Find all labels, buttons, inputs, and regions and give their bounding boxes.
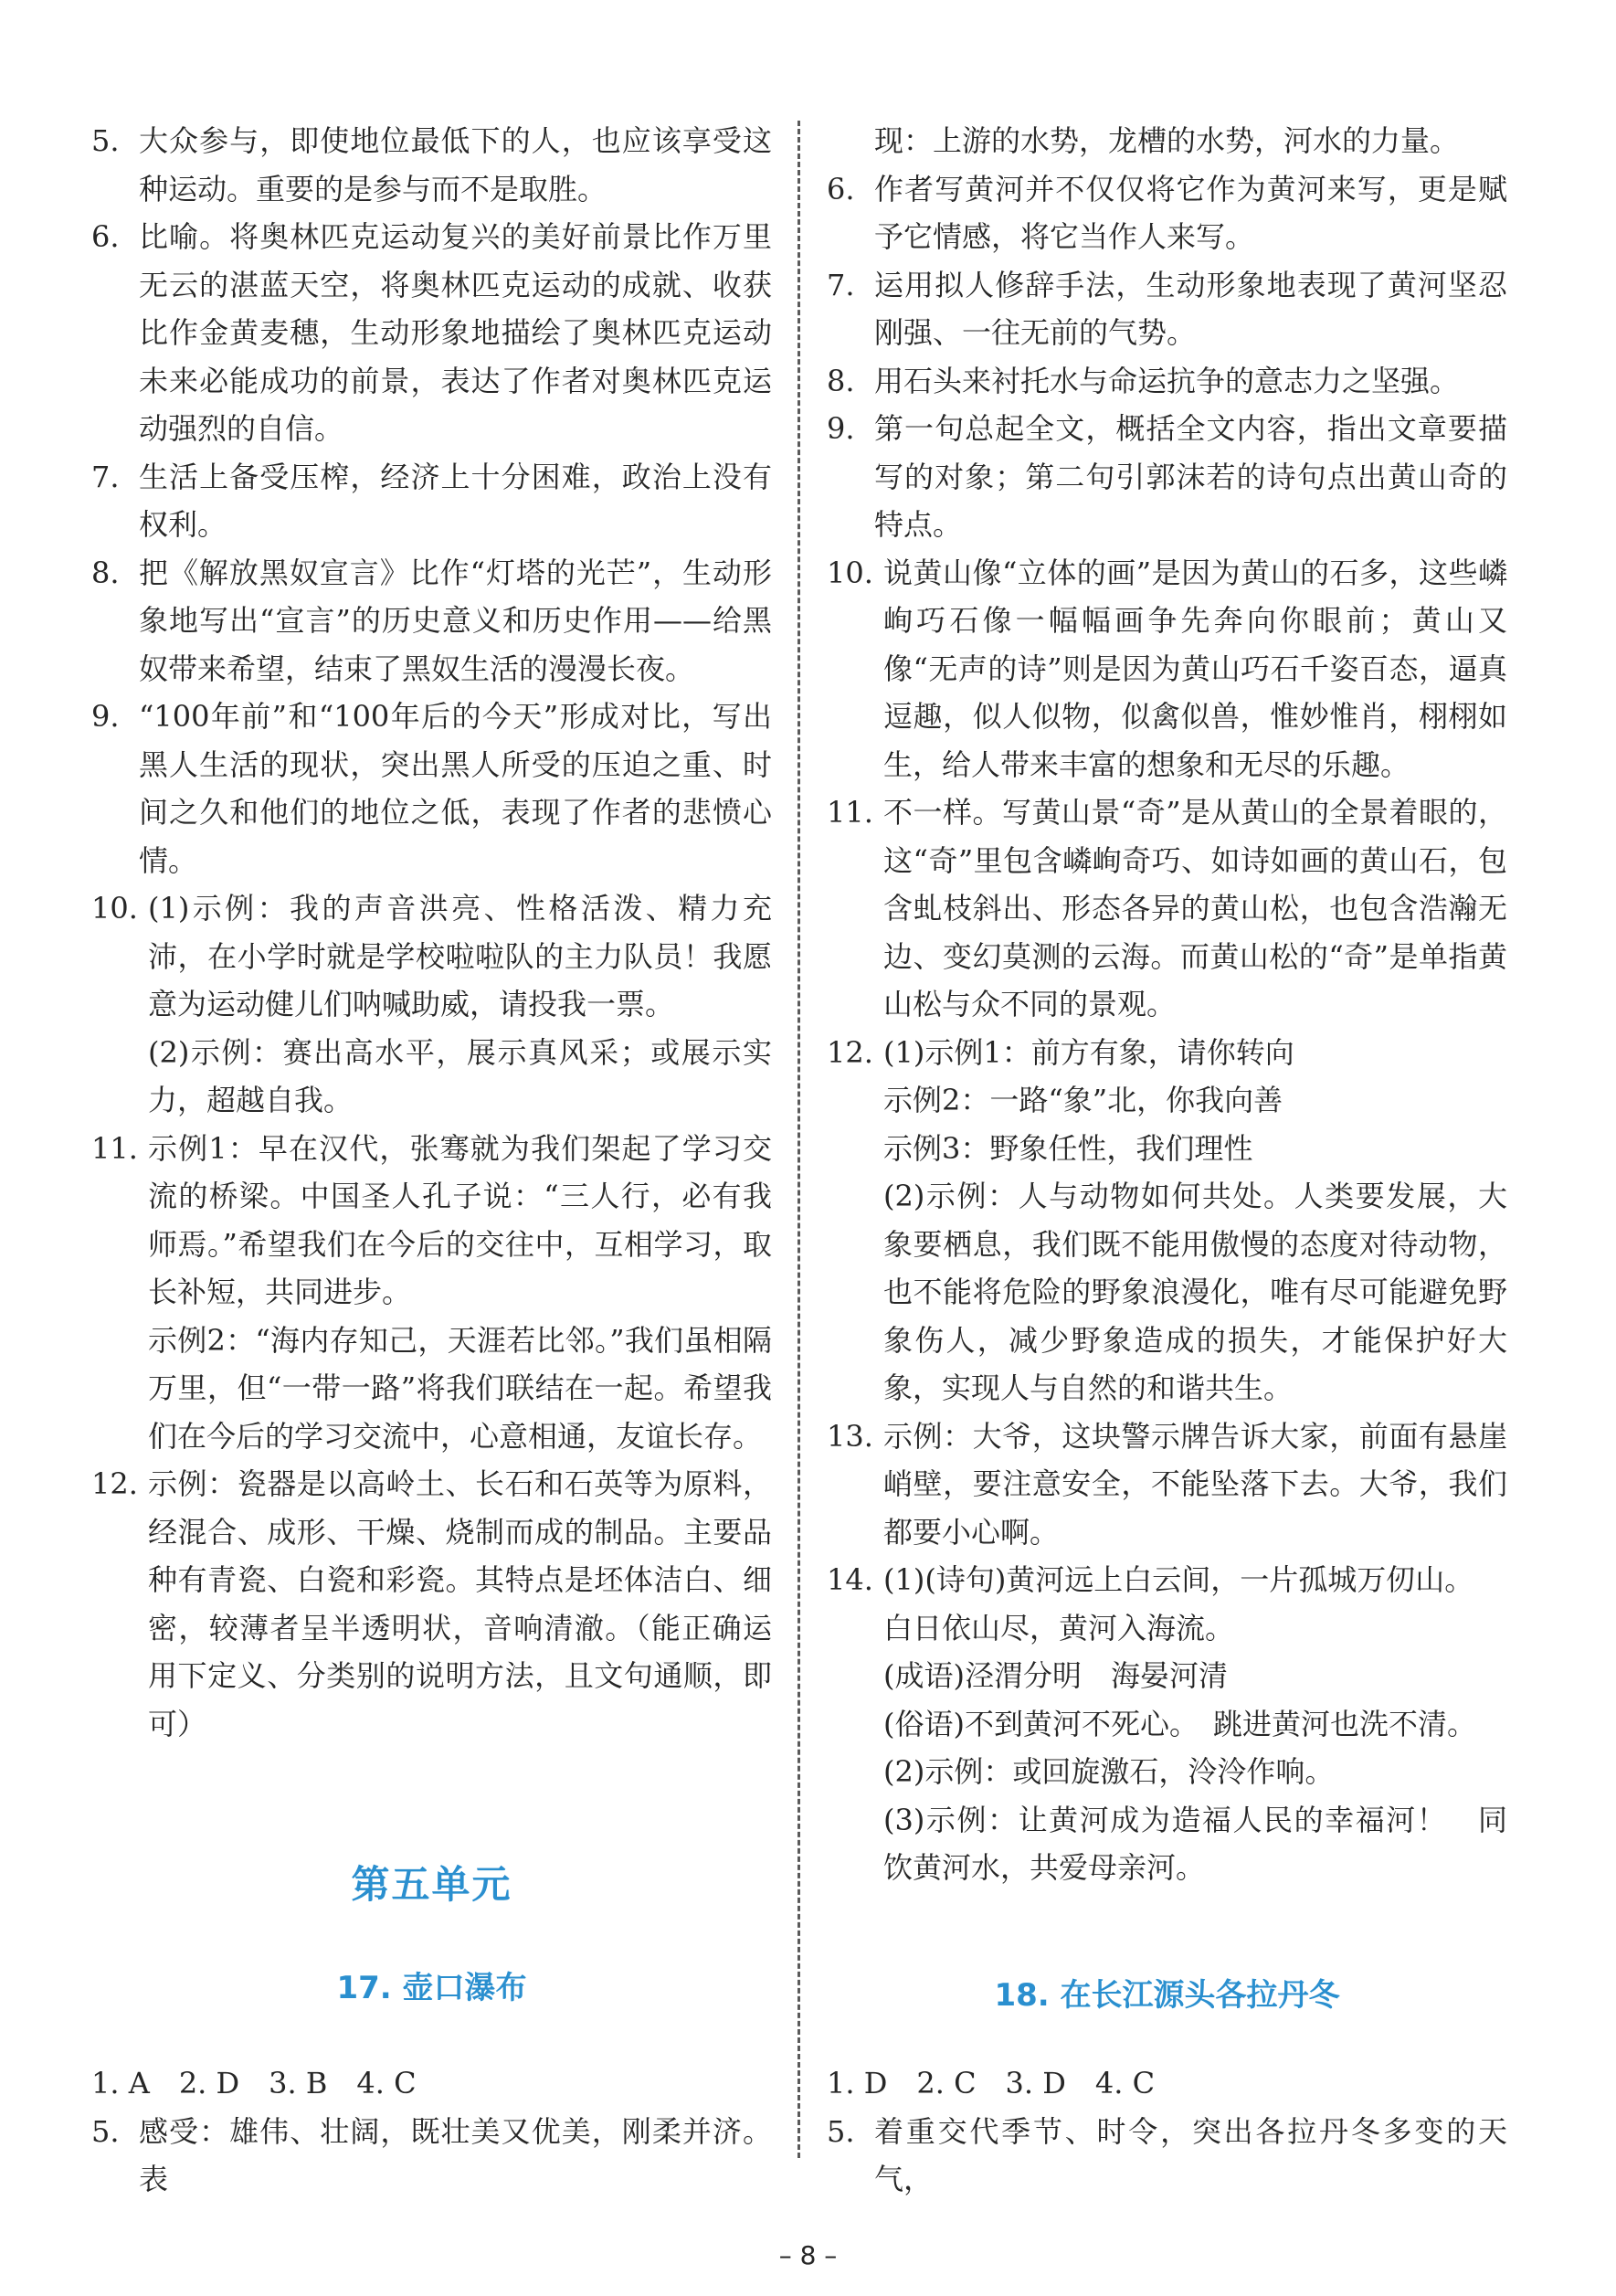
item-number: 10. — [827, 555, 873, 590]
item-number: 9. — [91, 699, 120, 734]
answer-item — [827, 788, 1507, 1029]
lesson-title-18: 18. 在长江源头各拉丹冬 — [994, 1977, 1340, 2014]
item-number: 8. — [91, 555, 120, 590]
item-text: 用石头来衬托水与命运抗争的意志力之坚强。 — [874, 363, 1460, 398]
item-number: 9. — [827, 411, 855, 446]
item-text: 不一样。写黄山景“奇”是从黄山的全景着眼的，这“奇”里包含嶙峋奇巧、如诗如画的黄山石，包含虬枝斜出、形态各异的黄山松，也包含浩瀚无边、变幻莫测的云海。而黄山松的“奇”是单指黄山松与众不同的景观。 — [883, 795, 1507, 1021]
item-text: “100年前”和“100年后的今天”形成对比，写出黑人生活的现状，突出黑人所受的压迫之重、时间之久和他们的地位之低，表现了作者的悲愤心情。 — [139, 699, 772, 878]
item-text: 生活上备受压榨，经济上十分困难，政治上没有权利。 — [139, 459, 772, 542]
item-text: 说黄山像“立体的画”是因为黄山的石多，这些嶙峋巧石像一幅幅画争先奔向你眼前；黄山又像“无声的诗”则是因为黄山巧石千姿百态，逼真逗趣，似人似物，似禽似兽，惟妙惟肖，栩栩如生，给人带来丰富的想象和无尽的乐趣。 — [883, 555, 1507, 782]
item-number: 7. — [91, 459, 120, 494]
right-column — [827, 117, 1507, 1892]
answer-item — [91, 884, 772, 1125]
item-line: (俗语)不到黄河不死心。 跳进黄河也洗不清。 — [883, 1706, 1476, 1741]
item-number: 13. — [827, 1418, 873, 1454]
item-text: 示例：大爷，这块警示牌告诉大家，前面有悬崖峭壁，要注意安全，不能坠落下去。大爷，我们都要小心啊。 — [883, 1418, 1507, 1550]
item-number: 11. — [827, 795, 873, 830]
column-divider — [797, 121, 800, 2158]
answer-item — [827, 405, 1507, 549]
item-number: 5. — [91, 2113, 120, 2149]
item-line: 白日依山尽，黄河入海流。 — [883, 1610, 1235, 1645]
item-line: (1)示例1：前方有象，请你转向 — [883, 1034, 1294, 1070]
item-number: 5. — [827, 2113, 855, 2149]
item-line: (1)(诗句)黄河远上白云间，一片孤城万仞山。 — [883, 1562, 1474, 1597]
choice-answers: 1. D 2. C 3. D 4. C — [827, 2066, 1156, 2100]
item-text: 大众参与，即使地位最低下的人，也应该享受这种运动。重要的是参与而不是取胜。 — [139, 123, 772, 206]
item-text: 感受：雄伟、壮阔，既壮美又优美，刚柔并济。表 — [139, 2113, 772, 2196]
answer-item — [91, 693, 772, 884]
item-text: 作者写黄河并不仅仅将它作为黄河来写，更是赋予它情感，将它当作人来写。 — [874, 171, 1507, 254]
item-number: 11. — [91, 1130, 138, 1166]
item-text: 着重交代季节、时令，突出各拉丹冬多变的天气， — [874, 2113, 1507, 2196]
item-line: 示例2：一路“象”北，你我向善 — [883, 1083, 1283, 1117]
answer-item — [91, 1125, 772, 1461]
answer-item — [91, 1460, 772, 1748]
left-column — [91, 117, 772, 1748]
item-number: 12. — [827, 1034, 873, 1070]
answer-item — [827, 1556, 1507, 1892]
item-line: (2)示例：或回旋激石，泠泠作响。 — [883, 1754, 1335, 1789]
choice-answers: 1. A 2. D 3. B 4. C — [91, 2066, 417, 2100]
answer-item — [91, 213, 772, 453]
answer-item — [827, 1413, 1507, 1557]
item-line: 示例2：“海内存知己，天涯若比邻。”我们虽相隔万里，但“一带一路”将我们联结在一起。希望我们在今后的学习交流中，心意相通，友谊长存。 — [148, 1322, 772, 1454]
item-number: 10. — [91, 891, 138, 926]
answer-item — [91, 117, 772, 213]
item-text: 示例：瓷器是以高岭土、长石和石英等为原料，经混合、成形、干燥、烧制而成的制品。主要品种有青瓷、白瓷和彩瓷。其特点是坯体洁白、细密，较薄者呈半透明状，音响清澈。（能正确运用下定义、分类别的说明方法，且文句通顺，即可） — [148, 1466, 772, 1741]
answer-item — [91, 453, 772, 549]
answer-item — [827, 2108, 1507, 2204]
item-line: 示例3：野象任性，我们理性 — [883, 1130, 1253, 1166]
item-line: (3)示例：让黄河成为造福人民的幸福河！ 同饮黄河水，共爱母亲河。 — [883, 1802, 1507, 1885]
answer-item — [91, 2108, 772, 2204]
lesson17-answers — [91, 2059, 772, 2204]
answer-item — [827, 117, 1507, 165]
item-number: 8. — [827, 363, 855, 398]
lesson-title-17: 17. 壶口瀑布 — [336, 1970, 527, 2006]
item-line: 示例1：早在汉代，张骞就为我们架起了学习交流的桥梁。中国圣人孔子说：“三人行，必有我师焉。”希望我们在今后的交往中，互相学习，取长补短，共同进步。 — [148, 1130, 772, 1309]
item-text: 第一句总起全文，概括全文内容，指出文章要描写的对象；第二句引郭沫若的诗句点出黄山奇的特点。 — [874, 411, 1507, 542]
answer-item — [91, 549, 772, 693]
item-line: (1)示例：我的声音洪亮、性格活泼、精力充沛，在小学时就是学校啦啦队的主力队员！我愿意为运动健儿们呐喊助威，请投我一票。 — [148, 891, 772, 1021]
item-text: 运用拟人修辞手法，生动形象地表现了黄河坚忍刚强、一往无前的气势。 — [874, 267, 1507, 350]
lesson18-answers — [827, 2059, 1507, 2204]
item-text: 现：上游的水势，龙槽的水势，河水的力量。 — [874, 123, 1460, 158]
page-number: – 8 – — [778, 2240, 838, 2270]
answer-item — [827, 357, 1507, 406]
item-line: (2)示例：人与动物如何共处。人类要发展，大象要栖息，我们既不能用傲慢的态度对待动物，也不能将危险的野象浪漫化，唯有尽可能避免野象伤人，减少野象造成的损失，才能保护好大象，实现人与自然的和谐共生。 — [883, 1179, 1507, 1405]
item-number: 6. — [91, 219, 120, 254]
answer-item — [827, 549, 1507, 789]
item-number: 14. — [827, 1562, 873, 1597]
answer-item — [827, 165, 1507, 261]
item-line: (2)示例：赛出高水平，展示真风采；或展示实力，超越自我。 — [148, 1034, 772, 1117]
item-number: 7. — [827, 267, 855, 302]
item-text: 把《解放黑奴宣言》比作“灯塔的光芒”，生动形象地写出“宣言”的历史意义和历史作用——给黑奴带来希望，结束了黑奴生活的漫漫长夜。 — [139, 555, 772, 686]
item-line: (成语)泾渭分明 海晏河清 — [883, 1658, 1228, 1693]
unit-title: 第五单元 — [351, 1862, 512, 1907]
item-text: 比喻。将奥林匹克运动复兴的美好前景比作万里无云的湛蓝天空，将奥林匹克运动的成就、收获比作金黄麦穗，生动形象地描绘了奥林匹克运动未来必能成功的前景，表达了作者对奥林匹克运动强烈的自信。 — [139, 219, 772, 446]
item-number: 6. — [827, 171, 855, 206]
answer-item — [827, 1029, 1507, 1413]
item-number: 5. — [91, 123, 120, 158]
answer-item — [827, 261, 1507, 357]
item-number: 12. — [91, 1466, 138, 1501]
